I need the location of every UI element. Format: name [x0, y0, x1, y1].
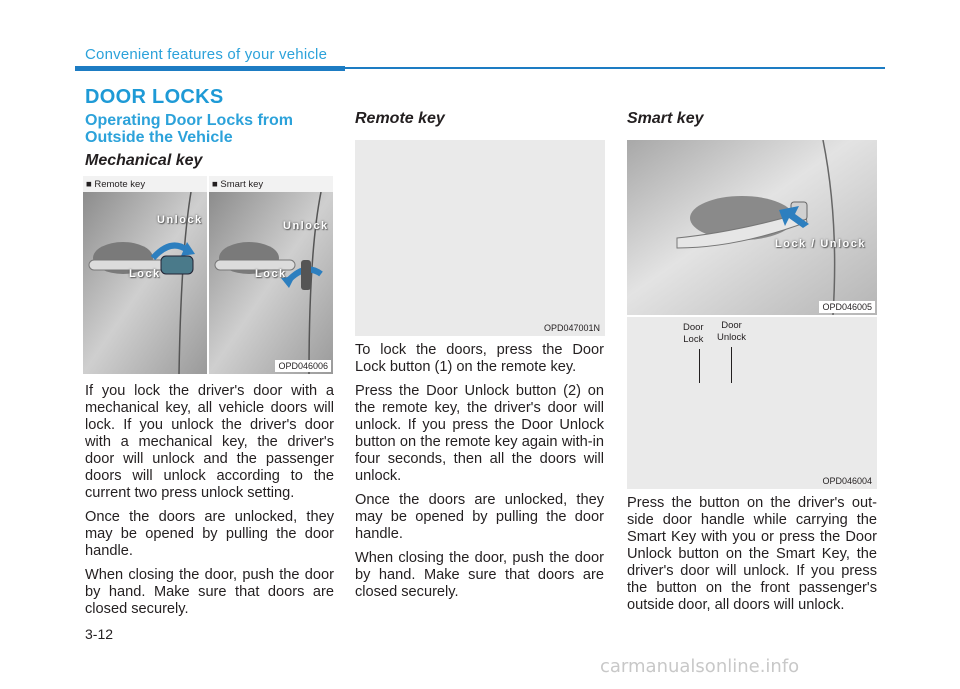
smart-key-heading: Smart key	[627, 110, 704, 127]
header-rule	[345, 67, 885, 69]
right-body	[627, 495, 877, 621]
paragraph: Once the doors are unlocked, they may be opened by pulling the door handle.	[85, 509, 334, 559]
left-heading-line1: Operating Door Locks from	[85, 112, 294, 129]
unlock-label: Unlock	[283, 220, 329, 232]
pointer-line	[699, 349, 700, 383]
paragraph: Press the button on the driver's out-side door handle while carrying the Smart Key with you or press the Door Unlock button on the Smart Key, the driver's door will unlock. If you press the button on the front passenger's outside door, all doors will unlock.	[627, 495, 877, 613]
lock-label: Lock	[255, 268, 287, 280]
figure-code: OPD046006	[275, 360, 331, 372]
remote-key-heading: Remote key	[355, 110, 445, 127]
mechanical-key-heading: Mechanical key	[85, 152, 203, 169]
left-body	[85, 383, 334, 625]
pointer-line	[731, 347, 732, 383]
paragraph: When closing the door, push the door by hand. Make sure that doors are closed securely.	[85, 567, 334, 617]
paragraph: Press the Door Unlock button (2) on the remote key, the driver's door will unlock. If you press the Door Unlock button on the remote key again with-in four seconds, then all the doors will unlock.	[355, 383, 604, 484]
paragraph: Once the doors are unlocked, they may be opened by pulling the door handle.	[355, 492, 604, 542]
mechanical-key-figure	[83, 176, 333, 374]
door-handle-image	[627, 140, 877, 315]
page-number: 3-12	[85, 626, 114, 642]
paragraph: When closing the door, push the door by hand. Make sure that doors are closed securely.	[355, 550, 604, 600]
door-lock-label: Door Lock	[683, 322, 704, 345]
smart-key-label: ■ Smart key	[212, 179, 264, 190]
lock-unlock-label: Lock / Unlock	[775, 238, 867, 250]
paragraph: To lock the doors, press the Door Lock button (1) on the remote key.	[355, 342, 604, 375]
door-unlock-label: Door Unlock	[717, 320, 747, 343]
left-heading-line2: Outside the Vehicle	[85, 129, 233, 146]
figure-code: OPD047001N	[543, 323, 600, 333]
smart-key-fob-figure	[627, 317, 877, 489]
watermark: carmanualsonline.info	[600, 656, 800, 677]
smart-key-figure	[627, 140, 877, 315]
smart-key-panel	[209, 176, 333, 374]
figure-code: OPD046004	[822, 476, 872, 486]
lock-label: Lock	[129, 268, 161, 280]
middle-body	[355, 342, 604, 608]
remote-key-figure	[355, 140, 605, 336]
unlock-label: Unlock	[157, 214, 203, 226]
remote-key-panel	[83, 176, 207, 374]
left-heading	[85, 112, 293, 146]
header-bar	[75, 66, 345, 71]
figure-code: OPD046005	[819, 301, 875, 313]
remote-key-label: ■ Remote key	[86, 179, 146, 190]
section-header: Convenient features of your vehicle	[85, 46, 328, 63]
chapter-title: DOOR LOCKS	[85, 86, 224, 108]
paragraph: If you lock the driver's door with a mechanical key, all vehicle doors will lock. If you unlock the driver's door with a mechanical key, the driver's door will unlock and the passenger doors will unlock according to the current two press unlock setting.	[85, 383, 334, 501]
